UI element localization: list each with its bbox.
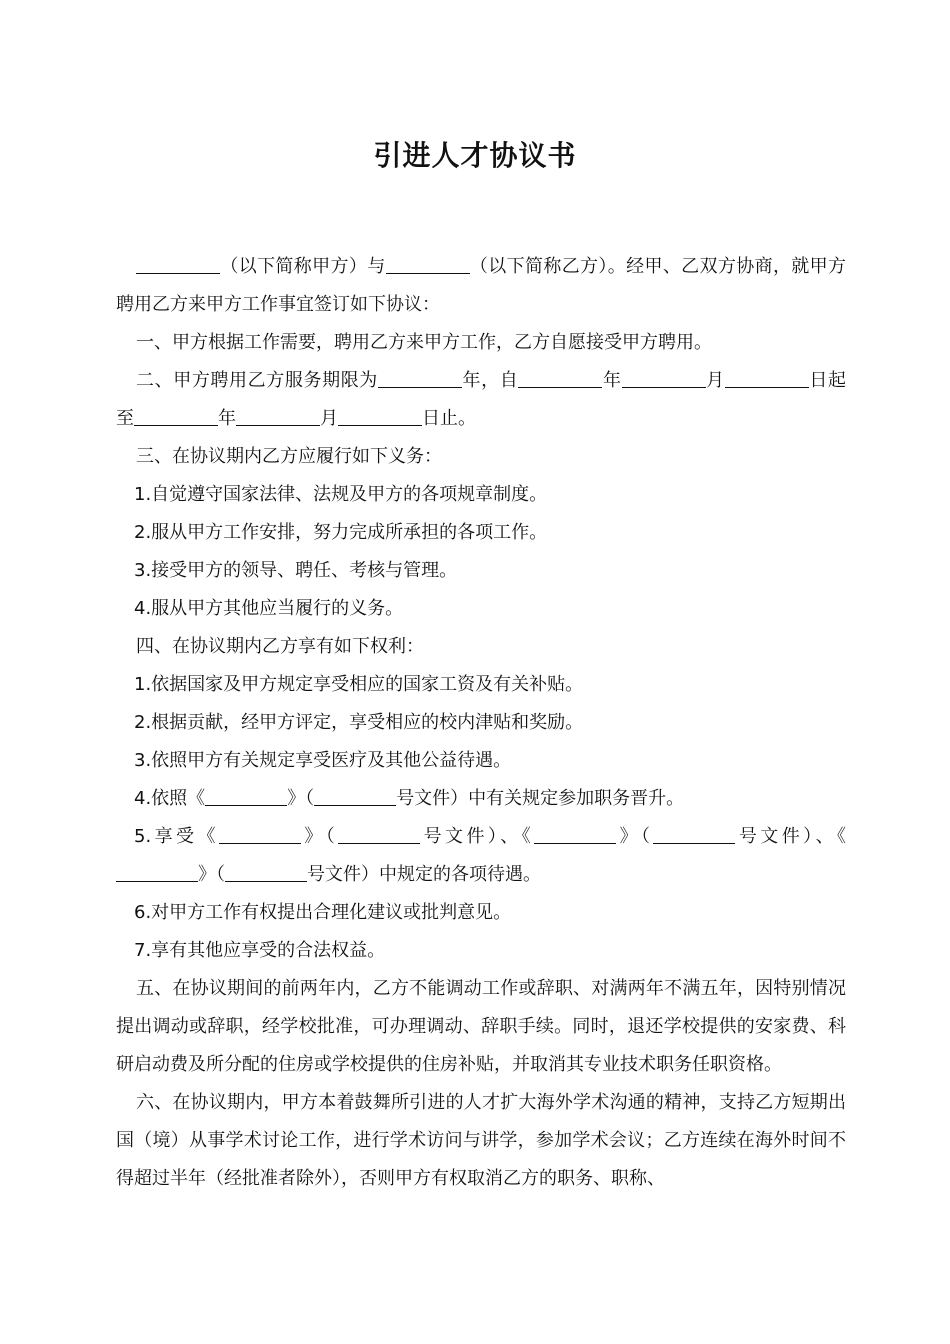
intro-paragraph <box>116 248 846 324</box>
blank-field-party-a[interactable] <box>136 253 220 274</box>
intro-text-1: （以下简称甲方）与 <box>220 256 386 277</box>
blank-field-doc-number[interactable] <box>314 785 396 806</box>
blank-field-doc-number-1[interactable] <box>338 823 420 844</box>
clause-4-item-5-text-6: 号文件）中规定的各项待遇。 <box>307 864 541 885</box>
blank-field-doc-title-1[interactable] <box>219 823 301 844</box>
blank-field-start-year[interactable] <box>518 367 602 388</box>
clause-2-text-2: 年 <box>602 370 622 391</box>
blank-field-end-day[interactable] <box>338 405 422 426</box>
clause-2-text-6: 月 <box>320 408 338 429</box>
clause-3: 三、在协议期内乙方应履行如下义务： <box>136 446 442 467</box>
clause-6: 六、在协议期内，甲方本着鼓舞所引进的人才扩大海外学术沟通的精神，支持乙方短期出国（境）从事学术讨论工作，进行学术访问与讲学，参加学术会议；乙方连续在海外时间不得超过半年（经批准者除外），否则甲方有权取消乙方的职务、职称、 <box>116 1092 846 1189</box>
document-title: 引进人才协议书 <box>373 139 577 172</box>
clause-1: 一、甲方根据工作需要，聘用乙方来甲方工作，乙方自愿接受甲方聘用。 <box>136 332 712 353</box>
clause-2-text-1: 年，自 <box>461 370 519 391</box>
clause-4-item-5-text-1: 》（ <box>300 826 339 847</box>
clause-4-item-2: 2.根据贡献，经甲方评定，享受相应的校内津贴和奖励。 <box>134 712 584 733</box>
intro-text-2: （以下简称乙方）。经甲、乙双方协商，就甲方聘用乙方来甲方工作事宜签订如下协议： <box>116 256 847 315</box>
clause-4-item-5-text-0: 5.享受《 <box>134 826 219 847</box>
clause-4-item-4-text-0: 4.依照《 <box>134 788 206 809</box>
clause-3-item-2: 2.服从甲方工作安排，努力完成所承担的各项工作。 <box>134 522 548 543</box>
blank-field-doc-title-3[interactable] <box>116 861 198 882</box>
blank-field-end-year[interactable] <box>134 405 218 426</box>
clause-2-text-0: 二、甲方聘用乙方服务期限为 <box>136 370 378 391</box>
clause-2-text-3: 月 <box>705 370 725 391</box>
clause-4-item-1: 1.依据国家及甲方规定享受相应的国家工资及有关补贴。 <box>134 674 584 695</box>
clause-4-item-6: 6.对甲方工作有权提出合理化建议或批判意见。 <box>134 902 512 923</box>
clause-4-item-4-text-2: 号文件）中有关规定参加职务晋升。 <box>396 788 685 809</box>
clause-3-item-4: 4.服从甲方其他应当履行的义务。 <box>134 598 404 619</box>
clause-4-item-4-text-1: 》（ <box>287 788 315 809</box>
blank-field-doc-number-2[interactable] <box>653 823 735 844</box>
clause-3-item-3: 3.接受甲方的领导、聘任、考核与管理。 <box>134 560 458 581</box>
clause-2 <box>116 362 846 438</box>
clause-3-item-1: 1.自觉遵守国家法律、法规及甲方的各项规章制度。 <box>134 484 548 505</box>
clause-4-item-3: 3.依照甲方有关规定享受医疗及其他公益待遇。 <box>134 750 512 771</box>
blank-field-doc-number-3[interactable] <box>225 861 307 882</box>
blank-field-end-month[interactable] <box>236 405 320 426</box>
blank-field-term-years[interactable] <box>378 367 462 388</box>
document-body <box>116 248 846 1198</box>
clause-2-text-4: 日起至 <box>116 370 847 429</box>
blank-field-doc-title[interactable] <box>205 785 287 806</box>
blank-field-start-day[interactable] <box>725 367 809 388</box>
blank-field-start-month[interactable] <box>622 367 706 388</box>
clause-4: 四、在协议期内乙方享有如下权利： <box>136 636 424 657</box>
clause-4-item-5-text-3: 》（ <box>616 826 654 847</box>
clause-5: 五、在协议期间的前两年内，乙方不能调动工作或辞职、对满两年不满五年，因特别情况提出调动或辞职，经学校批准，可办理调动、辞职手续。同时，退还学校提供的安家费、科研启动费及所分配的住房或学校提供的住房补贴，并取消其专业技术职务任职资格。 <box>116 978 846 1075</box>
blank-field-party-b[interactable] <box>386 253 470 274</box>
clause-4-item-4 <box>116 780 846 818</box>
clause-2-text-7: 日止。 <box>422 408 476 429</box>
clause-4-item-5-text-5: 》（ <box>198 864 225 885</box>
blank-field-doc-title-2[interactable] <box>534 823 616 844</box>
clause-2-text-5: 年 <box>218 408 236 429</box>
clause-4-item-5-text-4: 号文件）、《 <box>735 826 847 847</box>
clause-4-item-7: 7.享有其他应享受的合法权益。 <box>134 940 386 961</box>
clause-4-item-5-text-2: 号文件）、《 <box>420 826 535 847</box>
clause-4-item-5 <box>116 818 846 894</box>
